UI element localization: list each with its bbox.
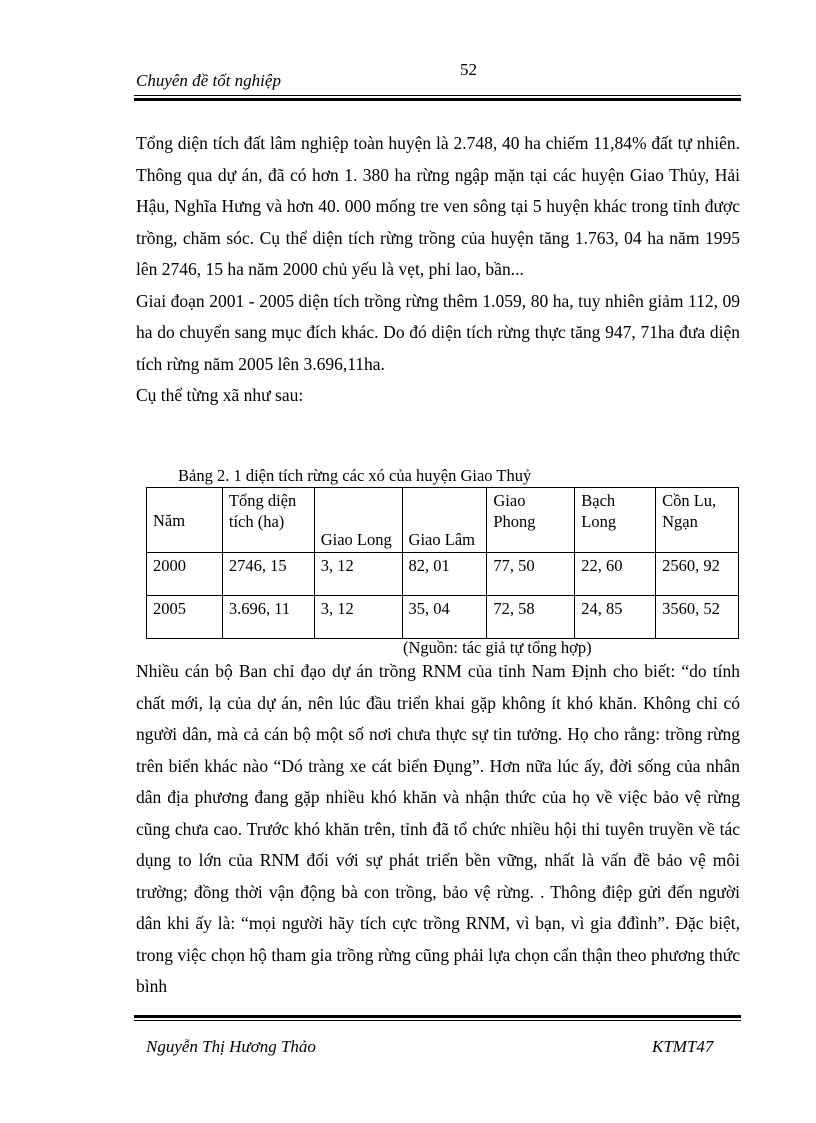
forest-area-table [146, 487, 739, 639]
table-cell: 2005 [147, 596, 223, 639]
table-cell: 3.696, 11 [222, 596, 314, 639]
table-cell: 35, 04 [402, 596, 487, 639]
table-cell: 3, 12 [314, 553, 402, 596]
table-cell: 82, 01 [402, 553, 487, 596]
header-cell: Năm [147, 488, 223, 553]
body-text-bottom [136, 656, 740, 1003]
table-cell: 3, 12 [314, 596, 402, 639]
table-caption: Bảng 2. 1 diện tích rừng các xó của huyện Giao Thuỷ [178, 466, 532, 485]
paragraph-4: Nhiều cán bộ Ban chỉ đạo dự án trồng RNM của tỉnh Nam Định cho biết: “do tính chất mới, lạ của dự án, nên lúc đầu triển khai gặp không ít khó khăn. Không chỉ có người dân, mà cả cán bộ một số nơi chưa thực sự tin tưởng. Họ cho rằng: trồng rừng trên biển khác nào “Dó tràng xe cát biển Đụng”. Hơn nữa lúc ấy, đời sống của nhân dân địa phương đang gặp nhiều khó khăn và nhận thức của họ về việc bảo vệ rừng cũng chưa cao. Trước khó khăn trên, tỉnh đã tổ chức nhiều hội thi tuyên truyền về tác dụng to lớn của RNM đối với sự phát triển bền vững, nhất là vấn đề bảo vệ môi trường; đồng thời vận động bà con trồng, bảo vệ rừng. . Thông điệp gửi đến người dân khi ấy là: “mọi người hãy tích cực trồng RNM, vì bạn, vì gia đđình”. Đặc biệt, trong việc chọn hộ tham gia trồng rừng cũng phải lựa chọn cẩn thận theo phương thức bình [136, 661, 740, 996]
footer-author: Nguyễn Thị Hương Thảo [146, 1037, 316, 1056]
table-cell: 72, 58 [487, 596, 575, 639]
header-cell: Bạch Long [575, 488, 656, 553]
header-cell: Tổng diện tích (ha) [222, 488, 314, 553]
table-cell: 77, 50 [487, 553, 575, 596]
header-cell: Cồn Lu, Ngạn [656, 488, 739, 553]
header-title: Chuyên đề tốt nghiệp [136, 71, 281, 90]
page-number: 52 [460, 60, 477, 79]
table-cell: 3560, 52 [656, 596, 739, 639]
paragraph-3: Cụ thể từng xã như sau: [136, 385, 304, 405]
header-rule-thin [134, 95, 741, 96]
table-row [147, 553, 739, 596]
header-rule-thick [134, 98, 741, 101]
table-source: (Nguồn: tác giả tự tổng hợp) [403, 638, 592, 657]
header-cell: Giao Long [314, 488, 402, 553]
footer-rule-thin [134, 1020, 741, 1021]
body-text-top [136, 128, 740, 412]
table-cell: 24, 85 [575, 596, 656, 639]
table-row [147, 596, 739, 639]
footer-class-code: KTMT47 [652, 1037, 714, 1056]
table-cell: 22, 60 [575, 553, 656, 596]
header-cell: Giao Lâm [402, 488, 487, 553]
paragraph-2: Giai đoạn 2001 - 2005 diện tích trồng rừng thêm 1.059, 80 ha, tuy nhiên giảm 112, 09 ha do chuyển sang mục đích khác. Do đó diện tích rừng thực tăng 947, 71ha đưa diện tích rừng năm 2005 lên 3.696,11ha. [136, 290, 740, 374]
table-cell: 2746, 15 [222, 553, 314, 596]
footer-rule-thick [134, 1015, 741, 1018]
table-cell: 2560, 92 [656, 553, 739, 596]
table-header-row [147, 488, 739, 553]
header-cell: Giao Phong [487, 488, 575, 553]
table-cell: 2000 [147, 553, 223, 596]
paragraph-1: Tổng diện tích đất lâm nghiệp toàn huyện là 2.748, 40 ha chiếm 11,84% đất tự nhiên. Thông qua dự án, đã có hơn 1. 380 ha rừng ngập mặn tại các huyện Giao Thủy, Hải Hậu, Nghĩa Hưng và hơn 40. 000 mống tre ven sông tại 5 huyện khác trong tỉnh được trồng, chăm sóc. Cụ thể diện tích rừng trồng của huyện tăng 1.763, 04 ha năm 1995 lên 2746, 15 ha năm 2000 chủ yếu là vẹt, phi lao, bần... [136, 133, 740, 279]
